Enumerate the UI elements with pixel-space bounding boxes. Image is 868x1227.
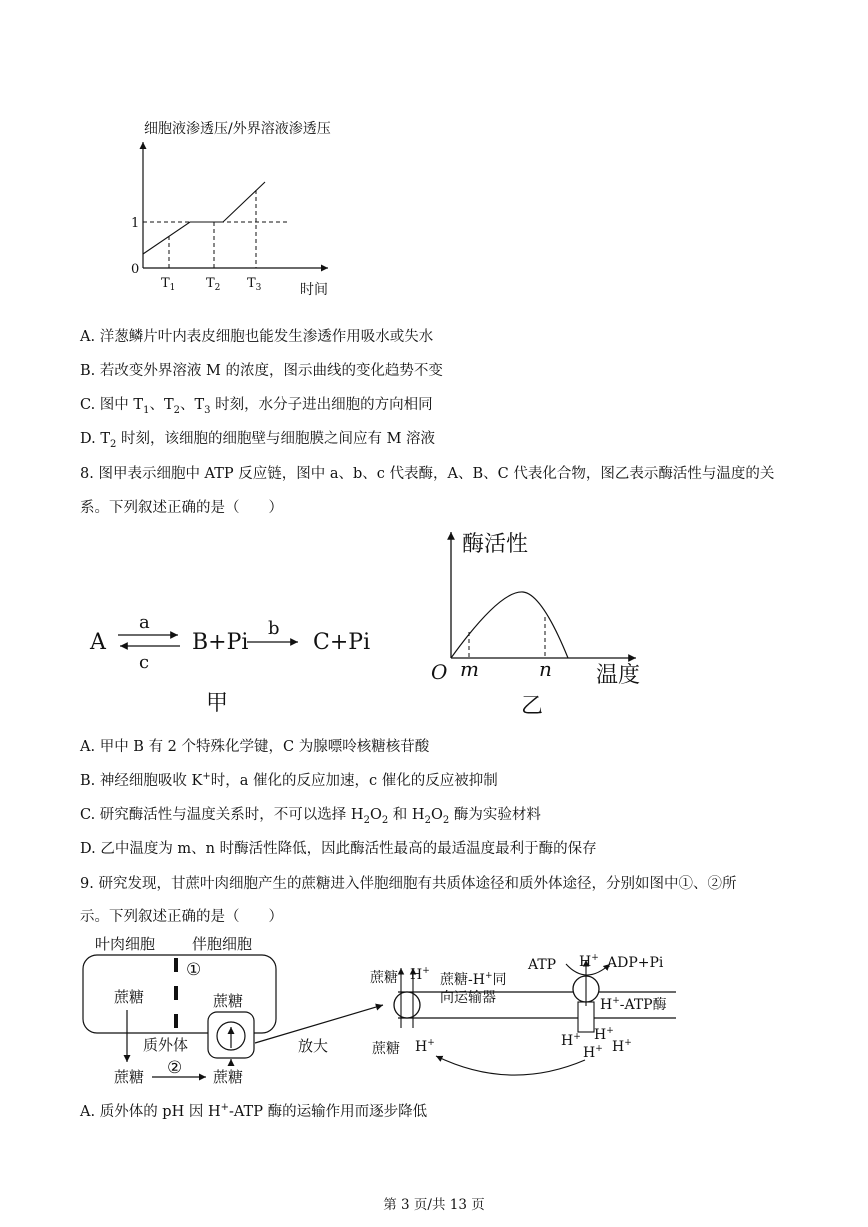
z-label-h1: H+: [594, 1026, 614, 1043]
z-label-sucrose-top: 蔗糖: [370, 970, 398, 986]
z-label-h-top: H+: [410, 966, 430, 983]
q7-option-c: C. 图中 $T_1$、$T_2$、$T_3$ 时刻，水分子进出细胞的方向相同: [80, 397, 433, 416]
label-mesophyll-cell: 叶肉细胞: [95, 935, 156, 953]
cotransporter-label-line1: 蔗糖-H+同: [440, 971, 507, 988]
z-label-h2: H+: [561, 1032, 581, 1049]
fig7-t1-label: $T_1$: [161, 276, 176, 293]
plasmodesma-2: [174, 986, 178, 1000]
route-circle-2: ②: [167, 1058, 183, 1078]
yi-m-label: m: [460, 657, 479, 681]
q8-option-a: A. 甲中 B 有 2 个特殊化学键，C 为腺嘌呤核糖核苷酸: [80, 739, 430, 755]
fig7-osmotic-chart: [120, 110, 350, 310]
fig7-x-title: 时间: [300, 282, 328, 298]
q7-option-a: A. 洋葱鳞片叶内表皮细胞也能发生渗透作用吸水或失水: [80, 329, 434, 345]
label-apoplast: 质外体: [143, 1036, 189, 1054]
z-label-sucrose-bottom: 蔗糖: [372, 1041, 400, 1057]
fig8-jia-reaction-chain: [80, 600, 380, 720]
label-sucrose-apoplast: 蔗糖: [114, 1068, 145, 1086]
q8-option-c: C. 研究酶活性与温度关系时，不可以选择 $H_2O_2$ 和 $H_2O_2$ 酶为实验材料: [80, 807, 541, 826]
fig7-y-title: 细胞液渗透压/外界溶液渗透压: [144, 121, 331, 137]
q9-stem-line1: 9. 研究发现，甘蔗叶肉细胞产生的蔗糖进入伴胞细胞有共质体途径和质外体途径，分别如图中①、②所: [80, 876, 737, 892]
jia-caption: 甲: [206, 691, 229, 716]
plasmodesma-3: [174, 1014, 178, 1028]
cotransporter-circle: [394, 992, 420, 1018]
q8-option-b: B. 神经细胞吸收 K+时，a 催化的反应加速，c 催化的反应被抑制: [80, 771, 498, 789]
label-sucrose-companion: 蔗糖: [213, 992, 244, 1010]
fig7-t3-label: $T_3$: [247, 276, 262, 293]
fig9-sucrose-transport-diagram: [80, 930, 680, 1090]
z-label-atp: ATP: [528, 957, 557, 973]
page-footer: 第 3 页/共 13 页: [383, 1197, 485, 1213]
label-sucrose-mesophyll: 蔗糖: [114, 988, 145, 1006]
yi-origin: O: [431, 660, 448, 684]
route-circle-1: ①: [186, 960, 202, 980]
yi-x-title: 温度: [596, 663, 641, 688]
label-zoom: 放大: [298, 1037, 329, 1055]
q7-option-b: B. 若改变外界溶液 M 的浓度，图示曲线的变化趋势不变: [80, 363, 443, 379]
z-label-h-bottom: H+: [415, 1038, 435, 1055]
jia-compound-a: A: [90, 630, 106, 655]
label-companion-cell: 伴胞细胞: [192, 935, 253, 953]
fig7-origin: 0: [131, 262, 140, 277]
yi-y-title: 酶活性: [462, 532, 529, 557]
jia-enzyme-a: a: [139, 612, 150, 633]
fig7-y-tick-1: 1: [131, 216, 140, 231]
fig7-curve: [143, 182, 265, 254]
label-sucrose-taken-up: 蔗糖: [213, 1068, 244, 1086]
z-label-h-pump: H+: [579, 953, 599, 970]
z-label-atpase: H+-ATP酶: [600, 996, 667, 1013]
z-label-h3: H+: [583, 1044, 603, 1061]
z-label-h4: H+: [612, 1038, 632, 1055]
jia-c-pi: C+Pi: [313, 630, 371, 655]
jia-enzyme-b: b: [268, 618, 280, 639]
q8-stem-line2: 系。下列叙述正确的是（ ）: [80, 500, 283, 516]
q8-stem-line1: 8. 图甲表示细胞中 ATP 反应链，图中 a、b、c 代表酶，A、B、C 代表化合物，图乙表示酶活性与温度的关: [80, 466, 775, 482]
q7-option-d: D. $T_2$ 时刻，该细胞的细胞壁与细胞膜之间应有 M 溶液: [80, 431, 436, 450]
yi-caption: 乙: [521, 694, 544, 719]
fig7-t2-label: $T_2$: [206, 276, 221, 293]
plasmodesma-1: [174, 958, 178, 972]
jia-b-pi: B+Pi: [192, 630, 249, 655]
q8-option-d: D. 乙中温度为 m、n 时酶活性降低，因此酶活性最高的最适温度最利于酶的保存: [80, 841, 597, 857]
q9-stem-line2: 示。下列叙述正确的是（ ）: [80, 909, 283, 925]
yi-n-label: n: [539, 657, 552, 681]
jia-enzyme-c: c: [139, 652, 150, 673]
atpase-base: [578, 1002, 594, 1032]
fig8-yi-enzyme-activity-chart: [420, 520, 660, 720]
z-label-adp-pi: ADP+Pi: [607, 955, 664, 971]
h-return-arrow: [436, 1056, 585, 1075]
cotransporter-label-line2: 向运输器: [440, 990, 496, 1006]
q9-option-a: A. 质外体的 pH 因 H+-ATP 酶的运输作用而逐步降低: [80, 1102, 428, 1120]
